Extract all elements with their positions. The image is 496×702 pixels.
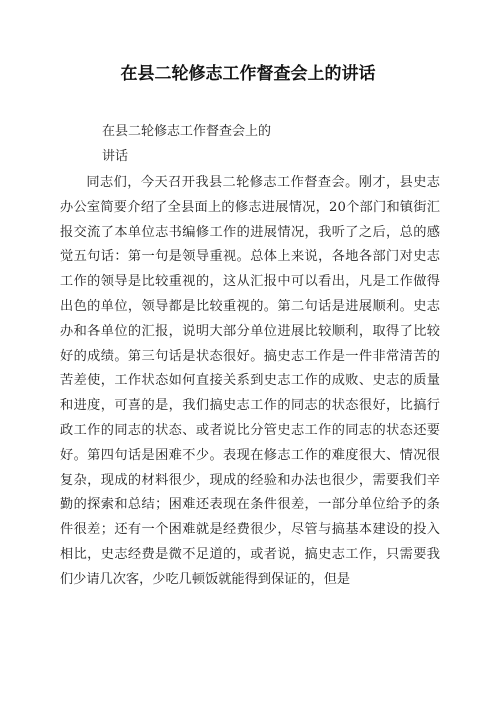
document-title: 在县二轮修志工作督查会上的讲话	[120, 64, 376, 84]
document-body	[60, 171, 440, 593]
body-paragraph: 同志们，今天召开我县二轮修志工作督查会。刚才，县史志办公室简要介绍了全县面上的修志进展情况，20个部门和镇街汇报交流了本单位志书编修工作的进展情况，我听了之后，总的感觉五句话：第一句是领导重视。总体上来说，各地各部门对史志工作的领导是比较重视的，这从汇报中可以看出，凡是工作做得出色的单位，领导都是比较重视的。第二句话是进展顺利。史志办和各单位的汇报，说明大部分单位进展比较顺利，取得了比较好的成绩。第三句话是状态很好。搞史志工作是一件非常清苦的苦差使，工作状态如何直接关系到史志工作的成败、史志的质量和进度，可喜的是，我们搞史志工作的同志的状态很好，比搞行政工作的同志的状态、或者说比分管史志工作的同志的状态还要好。第四句话是困难不少。表现在修志工作的难度很大、情况很复杂，现成的材料很少，现成的经验和办法也很少，需要我们辛勤的探索和总结；困难还表现在条件很差，一部分单位给予的条件很差；还有一个困难就是经费很少，尽管与搞基本建设的投入相比，史志经费是微不足道的，或者说，搞史志工作，只需要我们少请几次客，少吃几顿饭就能得到保证的，但是	[60, 175, 440, 587]
subtitle-line-2: 讲话	[102, 149, 129, 164]
subtitle-line-1: 在县二轮修志工作督查会上的	[102, 124, 272, 139]
